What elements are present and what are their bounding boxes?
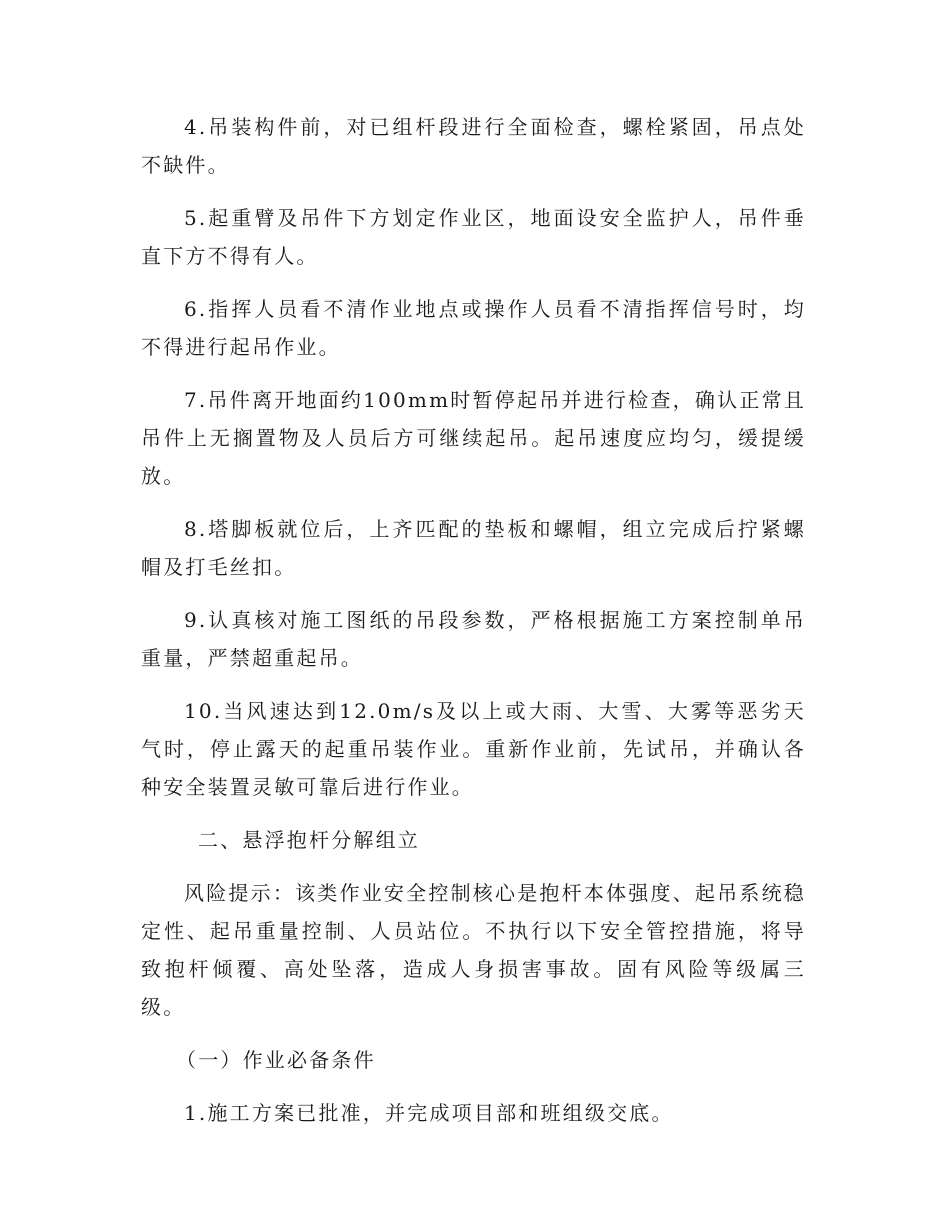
paragraph-item-7: 7.吊件离开地面约100mm时暂停起吊并进行检查，确认正常且吊件上无搁置物及人员后方可继续起吊。起吊速度应均匀，缓提缓放。 — [141, 388, 806, 488]
paragraph-item-5: 5.起重臂及吊件下方划定作业区，地面设安全监护人，吊件垂直下方不得有人。 — [141, 206, 806, 268]
paragraph-item-10: 10.当风速达到12.0m/s及以上或大雨、大雪、大雾等恶劣天气时，停止露天的起重吊装作业。重新作业前，先试吊，并确认各种安全装置灵敏可靠后进行作业。 — [141, 699, 806, 799]
paragraph-item-6: 6.指挥人员看不清作业地点或操作人员看不清指挥信号时，均不得进行起吊作业。 — [141, 297, 806, 359]
subsection-heading: （一）作业必备条件 — [176, 1048, 376, 1072]
section-heading: 二、悬浮抱杆分解组立 — [198, 828, 420, 852]
paragraph-item-4: 4.吊装构件前，对已组杆段进行全面检查，螺栓紧固，吊点处不缺件。 — [141, 115, 806, 177]
paragraph-item-1: 1.施工方案已批准，并完成项目部和班组级交底。 — [184, 1101, 674, 1125]
paragraph-item-9: 9.认真核对施工图纸的吊段参数，严格根据施工方案控制单吊重量，严禁超重起吊。 — [141, 608, 806, 670]
risk-warning-paragraph: 风险提示：该类作业安全控制核心是抱杆本体强度、起吊系统稳定性、起吊重量控制、人员站位。不执行以下安全管控措施，将导致抱杆倾覆、高处坠落，造成人身损害事故。固有风险等级属三级。 — [141, 881, 806, 1019]
document-body — [141, 108, 806, 1147]
paragraph-item-8: 8.塔脚板就位后，上齐匹配的垫板和螺帽，组立完成后拧紧螺帽及打毛丝扣。 — [141, 517, 806, 579]
